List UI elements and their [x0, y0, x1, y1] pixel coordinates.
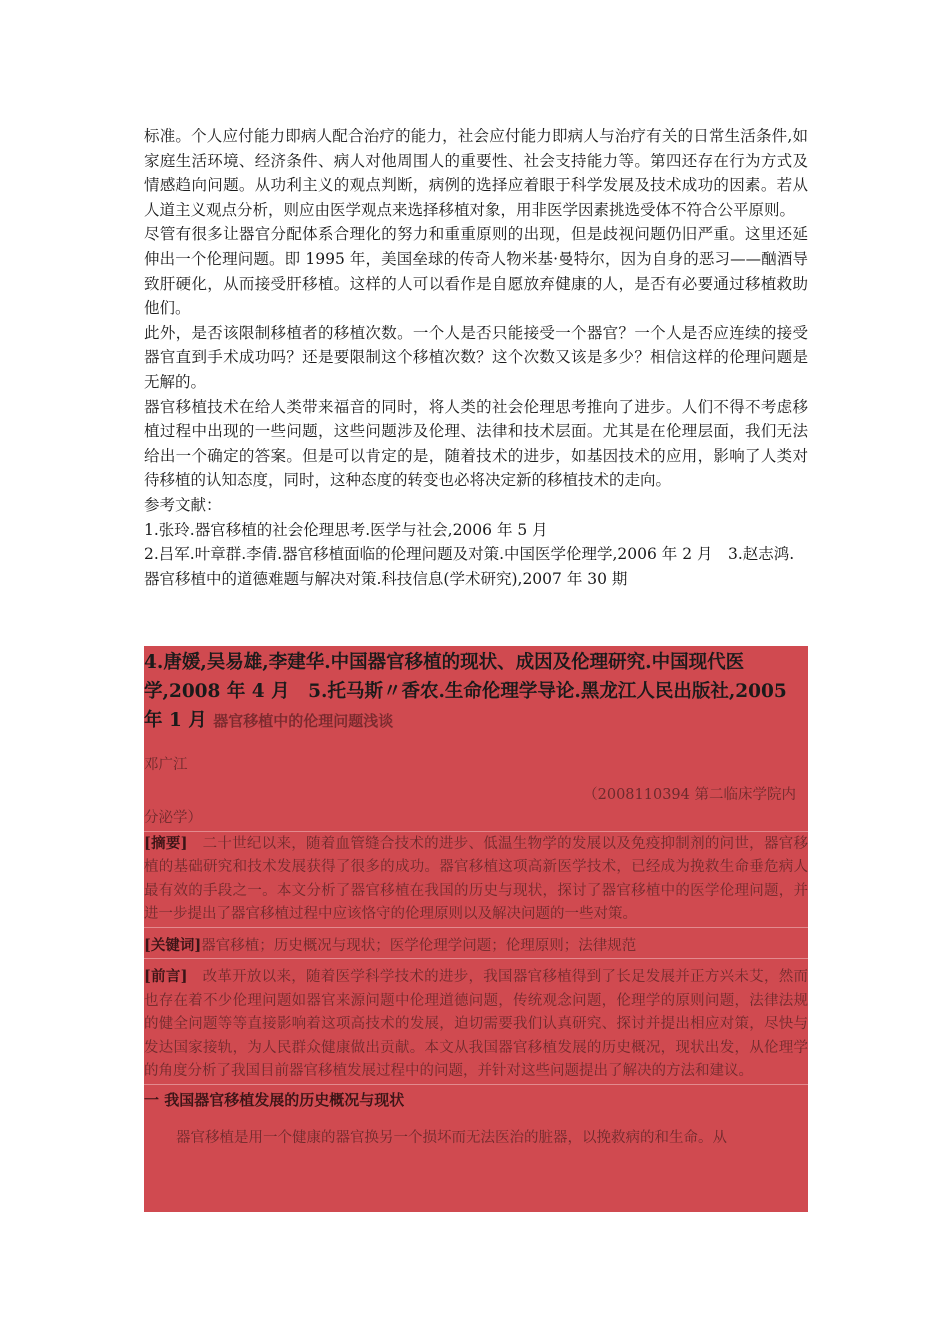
- section-heading: 一 我国器官移植发展的历史概况与现状: [144, 1090, 405, 1109]
- reference-item: 2.吕军.叶章群.李倩.器官移植面临的伦理问题及对策.中国医学伦理学,2006 年 2 月 3.赵志鸿.器官移植中的道德难题与解决对策.科技信息(学术研究),2007 年 30 期: [144, 545, 795, 588]
- introduction: [144, 965, 808, 1085]
- affiliation-continued: 分泌学）: [144, 807, 808, 832]
- paragraph: 标准。个人应付能力即病人配合治疗的能力，社会应付能力即病人与治疗有关的日常生活条件,如家庭生活环境、经济条件、病人对他周围人的重要性、社会支持能力等。第四还存在行为方式及情感趋向问题。从功利主义的观点判断，病例的选择应着眼于科学发展及技术成功的因素。若从人道主义观点分析，则应由医学观点来选择移植对象，用非医学因素挑选受体不符合公平原则。: [144, 127, 808, 219]
- abstract-label: [摘要]: [144, 834, 188, 852]
- affiliation: （2008110394 第二临床学院内: [583, 786, 796, 803]
- abstract-text: 二十世纪以来，随着血管缝合技术的进步、低温生物学的发展以及免疫抑制剂的问世，器官移植的基础研究和技术发展获得了很多的成功。器官移植这项高新医学技术，已经成为挽救生命垂危病人最有效的手段之一。本文分析了器官移植在我国的历史与现状，探讨了器官移植中的医学伦理问题，并进一步提出了器官移植过程中应该恪守的伦理原则以及解决问题的一些对策。: [144, 835, 808, 922]
- abstract: [144, 832, 808, 928]
- article-title: 器官移植中的伦理问题浅谈: [213, 712, 394, 730]
- introduction-text: 改革开放以来，随着医学科学技术的进步，我国器官移植得到了长足发展并正方兴未艾，然而也存在着不少伦理问题如器官来源问题中伦理道德问题，传统观念问题，伦理学的原则问题，法律法规的健全问题等等直接影响着这项高技术的发展，迫切需要我们认真研究、探讨并提出相应对策，尽快与发达国家接轨，为人民群众健康做出贡献。本文从我国器官移植发展的历史概况，现状出发，从伦理学的角度分析了我国目前器官移植发展过程中的问题，并针对这些问题提出了解决的方法和建议。: [144, 969, 808, 1079]
- author: 邓广江: [144, 757, 188, 773]
- paragraph: 此外，是否该限制移植者的移植次数。一个人是否只能接受一个器官？一个人是否应连续的接受器官直到手术成功吗？还是要限制这个移植次数？这个次数又该是多少？相信这样的伦理问题是无解的。: [144, 323, 808, 391]
- document-body: [144, 124, 808, 591]
- reference-highlighted: [144, 646, 808, 736]
- reference-item: 1.张玲.器官移植的社会伦理思考.医学与社会,2006 年 5 月: [144, 520, 548, 539]
- highlighted-region: [144, 646, 808, 1212]
- introduction-label: [前言]: [144, 968, 188, 985]
- reference-items-4-5: 4.唐媛,吴易雄,李建华.中国器官移植的现状、成因及伦理研究.中国现代医学,2008 年 4 月 5.托马斯〃香农.生命伦理学导论.黑龙江人民出版社,2005 年 1 月: [144, 652, 787, 731]
- keywords: [144, 934, 808, 960]
- references-title: 参考文献：: [144, 495, 222, 514]
- keywords-text: 器官移植；历史概况与现状；医学伦理学问题；伦理原则；法律规范: [201, 937, 637, 954]
- paragraph: 器官移植技术在给人类带来福音的同时，将人类的社会伦理思考推向了进步。人们不得不考虑移植过程中出现的一些问题，这些问题涉及伦理、法律和技术层面。尤其是在伦理层面，我们无法给出一个确定的答案。但是可以肯定的是，随着技术的进步，如基因技术的应用，影响了人类对待移植的认知态度，同时，这种态度的转变也必将决定新的移植技术的走向。: [144, 397, 808, 490]
- keywords-label: [关键词]: [144, 936, 202, 954]
- paragraph: 尽管有很多让器官分配体系合理化的努力和重重原则的出现，但是歧视问题仍旧严重。这里还延伸出一个伦理问题。即 1995 年，美国垒球的传奇人物米基·曼特尔，因为自身的恶习——酗酒导致肝硬化，从而接受肝移植。这样的人可以看作是自愿放弃健康的人，是否有必要通过移植救助他们。: [144, 225, 808, 318]
- section-body: 器官移植是用一个健康的器官换另一个损坏而无法医治的脏器，以挽救病的和生命。从: [176, 1129, 727, 1146]
